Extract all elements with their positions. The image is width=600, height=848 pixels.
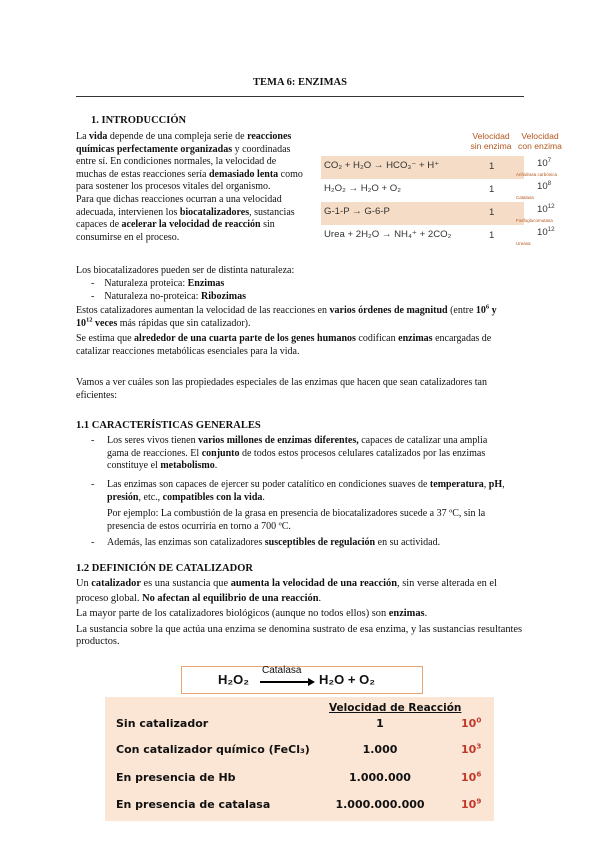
equation-reactant: H₂O₂ (218, 672, 250, 687)
general-bullet-3-text: Además, las enzimas son catalizadores susceptibles de regulación en su actividad. (107, 537, 441, 548)
intro-line-2: químicas perfectamente organizadas y coordinadas (76, 143, 291, 155)
speed-row-label: Sin catalizador (116, 717, 209, 730)
title-divider (76, 96, 524, 97)
rates-row (321, 202, 555, 225)
speed-row (105, 771, 494, 793)
nature-item-2: - Naturaleza no-proteica: Ribozimas (91, 291, 246, 302)
col-without-enzyme: Velocidad sin enzima (470, 131, 512, 151)
genes-line-1: Se estima que alrededor de una cuarta parte de los genes humanos codifican enzimas encargadas de (76, 333, 492, 344)
equation-catalyst: Catalasa (262, 665, 302, 676)
with-value: $10^7$ (537, 156, 552, 169)
col-with-enzyme: Velocidad con enzima (518, 131, 562, 151)
reaction-label: Urea + 2H₂O → NH₄⁺ + 2CO₂ (324, 229, 452, 240)
speed-row-value: 1 (376, 717, 384, 730)
speed-row-label: En presencia de Hb (116, 771, 236, 784)
intro-line-1: La vida depende de una compleja serie de reacciones (76, 131, 292, 142)
without-value: 1 (489, 230, 495, 241)
speed-row-label: Con catalizador químico (FeCl₃) (116, 743, 310, 756)
speed-row-power: $10^0$ (461, 715, 482, 730)
intro-line-5: para sostener los procesos vitales del organismo. (76, 181, 271, 193)
rates-table (321, 128, 562, 249)
rates-row (321, 225, 555, 248)
equation-products: H₂O + O₂ (319, 672, 375, 687)
intro-line-3: entre sí. En condiciones normales, la velocidad de (76, 156, 277, 168)
speed-row-value: 1.000 (362, 743, 398, 756)
speed-row-power: $10^3$ (461, 741, 482, 756)
speed-table (105, 697, 494, 821)
section-heading-caracteristicas: 1.1 CARACTERÍSTICAS GENERALES (76, 420, 261, 431)
reaction-label: G-1-P → G-6-P (324, 206, 390, 217)
general-bullet-2-text: Las enzimas son capaces de ejercer su poder catalítico en condiciones suaves de temperatura, pH, presión, etc., compatibles con la vida. (107, 479, 505, 503)
catalase-equation (181, 666, 423, 694)
speed-row-label: En presencia de catalasa (116, 798, 271, 811)
speed-row-value: 1.000.000.000 (335, 798, 425, 811)
intro-paragraph (76, 131, 314, 244)
without-value: 1 (489, 207, 495, 218)
intro-line-8: capaces de acelerar la velocidad de reacción sin (76, 219, 275, 231)
enzyme-name: Catalasa (516, 195, 534, 200)
without-value: 1 (489, 161, 495, 172)
section-heading-introduccion: 1. INTRODUCCIÓN (91, 115, 187, 126)
magnitude-line-2: $10^{12}$ veces más rápidas que sin catalizador). (76, 316, 251, 329)
general-bullet-1-text: Los seres vivos tienen varios millones de enzimas diferentes, capaces de catalizar una amplia gama de reacciones. El conjunto de todos estos procesos celulares catalizados por las enzimas constituye el metabolismo. (107, 435, 488, 472)
section-heading-definicion: 1.2 DEFINICIÓN DE CATALIZADOR (76, 563, 253, 574)
enzyme-name: Fosfoglucomutasa (516, 218, 553, 223)
page-title: TEMA 6: ENZIMAS (253, 77, 347, 88)
arrow-right-icon (258, 677, 316, 687)
rates-row (321, 179, 552, 202)
speed-row-power: $10^6$ (461, 769, 482, 784)
example-text: Por ejemplo: La combustión de la grasa en presencia de biocatalizadores sucede a 37 ºC, sin la presencia de estos ocurriría en torno a 700 ºC. (107, 508, 486, 532)
with-value: $10^{12}$ (537, 225, 555, 238)
speed-table-header: Velocidad de Reacción (329, 702, 462, 714)
rates-row (321, 156, 558, 179)
magnitude-line-1: Estos catalizadores aumentan la velocidad de las reacciones en varios órdenes de magnitud (entre $10^6$ y (76, 303, 497, 316)
speed-row-power: $10^9$ (461, 796, 482, 811)
speed-row (105, 798, 494, 820)
intro-line-7: adecuada, intervienen los biocatalizadores, sustancias (76, 206, 295, 218)
rates-table-header (321, 128, 562, 156)
speed-row (105, 743, 494, 765)
nature-item-1: - Naturaleza proteica: Enzimas (91, 278, 225, 289)
reaction-label: CO₂ + H₂O → HCO₃⁻ + H⁺ (324, 160, 440, 171)
with-value: $10^8$ (537, 179, 552, 192)
enzyme-name: Anhidrasa carbónica (516, 172, 558, 177)
without-value: 1 (489, 184, 495, 195)
genes-line-2: catalizar reacciones metabólicas esenciales para la vida. (76, 346, 300, 357)
reaction-label: H₂O₂ → H₂O + O₂ (324, 183, 401, 194)
speed-row-value: 1.000.000 (349, 771, 411, 784)
nature-line: Los biocatalizadores pueden ser de distinta naturaleza: (76, 265, 295, 276)
intro-line-6: Para que dichas reacciones ocurran a una velocidad (76, 193, 282, 205)
properties-line-1: Vamos a ver cuáles son las propiedades especiales de las enzimas que hacen que sean catalizadores tan (76, 377, 487, 388)
enzyme-name: Ureasa (516, 241, 531, 246)
intro-line-9: consumirse en el proceso. (76, 231, 180, 243)
with-value: $10^{12}$ (537, 202, 555, 215)
definition-text: Un catalizador es una sustancia que aumenta la velocidad de una reacción, sin verse alterada en el proceso global. No afectan al equilibrio de una reacción. La mayor parte de los catalizadores biológicos (aunque no todos ellos) son enzimas. La sustancia sobre la que actúa una enzima se denomina sustrato de esa enzima, y las sustancias resultantes productos. (76, 578, 523, 648)
properties-line-2: eficientes: (76, 390, 118, 401)
intro-line-4: muchas de estas reacciones sería demasiado lenta como (76, 168, 303, 180)
speed-row (105, 717, 494, 739)
general-bullet-1: - (91, 435, 95, 446)
general-bullet-2: - (91, 479, 95, 490)
general-bullet-3: - (91, 537, 95, 548)
